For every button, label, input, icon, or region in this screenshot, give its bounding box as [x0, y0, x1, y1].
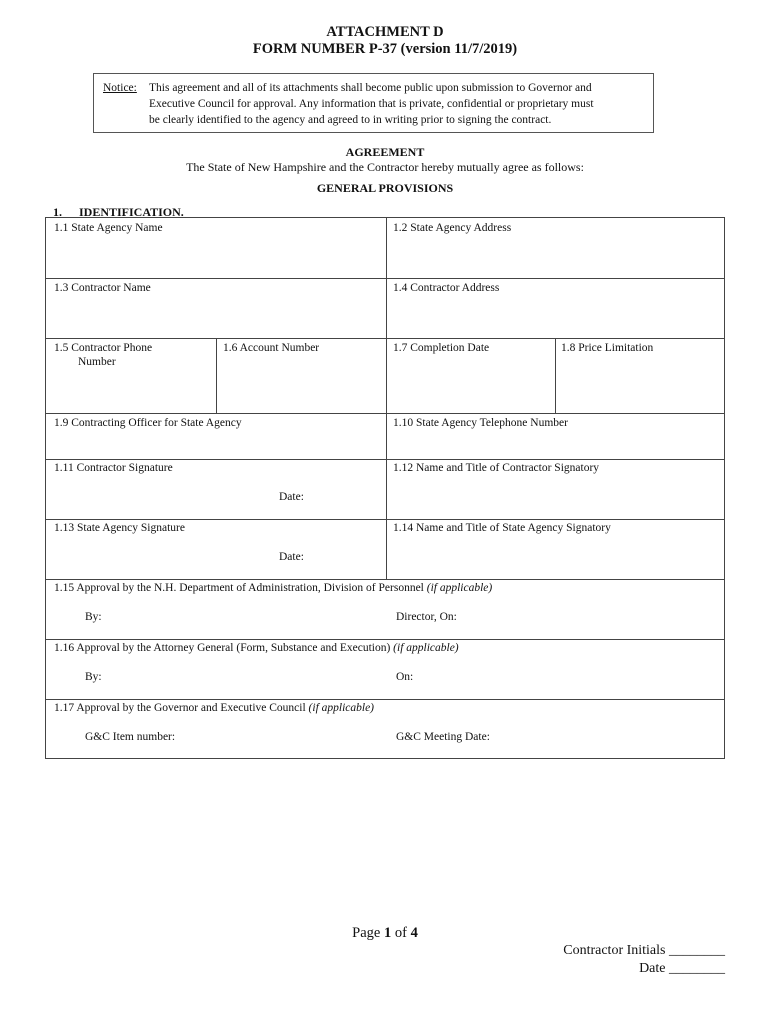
- personnel-by-field[interactable]: By:: [85, 611, 102, 623]
- notice-line: be clearly identified to the agency and agreed to in writing prior to signing the contract.: [149, 114, 552, 126]
- agreement-heading: AGREEMENT: [345, 145, 425, 159]
- contractor-phone-label: 1.5 Contractor Phone: [54, 342, 153, 354]
- state-agency-name-field[interactable]: 1.1 State Agency Name: [54, 222, 163, 234]
- column-divider: [386, 218, 387, 579]
- column-divider: [555, 338, 556, 413]
- contractor-name-field[interactable]: 1.3 Contractor Name: [54, 282, 151, 294]
- gc-meeting-date-field[interactable]: G&C Meeting Date:: [396, 731, 490, 743]
- general-provisions-heading: GENERAL PROVISIONS: [316, 181, 454, 195]
- agreement-text: The State of New Hampshire and the Contractor hereby mutually agree as follows:: [186, 160, 584, 174]
- attorney-general-by-field[interactable]: By:: [85, 671, 102, 683]
- row-divider: [46, 579, 724, 580]
- agency-signature-date[interactable]: Date:: [279, 551, 304, 563]
- row-divider: [46, 338, 724, 339]
- page-total: 4: [410, 925, 418, 941]
- gc-approval-field: [54, 701, 374, 715]
- row-divider: [46, 278, 724, 279]
- contractor-signature-field[interactable]: 1.11 Contractor Signature: [54, 462, 173, 474]
- price-limitation-field[interactable]: 1.8 Price Limitation: [561, 342, 654, 354]
- personnel-approval-field: [54, 581, 492, 595]
- state-agency-address-field[interactable]: 1.2 State Agency Address: [393, 222, 512, 234]
- row-divider: [46, 459, 724, 460]
- attachment-title: ATTACHMENT D: [326, 24, 444, 40]
- agency-telephone-field[interactable]: 1.10 State Agency Telephone Number: [393, 417, 568, 429]
- section-number: 1.: [53, 205, 62, 219]
- of-word: of: [394, 925, 407, 941]
- page-word: Page: [352, 925, 381, 941]
- notice-line: Executive Council for approval. Any information that is private, confidential or proprietary must: [149, 98, 594, 110]
- page-number: 1: [383, 925, 392, 941]
- gc-item-number-field[interactable]: G&C Item number:: [85, 731, 176, 743]
- identification-table: [45, 217, 725, 759]
- attorney-general-approval-note: (if applicable): [393, 642, 459, 654]
- notice-line: This agreement and all of its attachments shall become public upon submission to Governor and: [149, 82, 592, 94]
- attorney-general-approval-label: 1.16 Approval by the Attorney General (Form, Substance and Execution): [54, 642, 391, 654]
- agency-signature-field[interactable]: 1.13 State Agency Signature: [54, 522, 185, 534]
- contractor-signatory-field[interactable]: 1.12 Name and Title of Contractor Signatory: [393, 462, 600, 474]
- contractor-address-field[interactable]: 1.4 Contractor Address: [393, 282, 500, 294]
- completion-date-field[interactable]: 1.7 Completion Date: [393, 342, 490, 354]
- contracting-officer-field[interactable]: 1.9 Contracting Officer for State Agency: [54, 417, 242, 429]
- initials-date-field[interactable]: Date ________: [639, 961, 725, 976]
- page-indicator: [0, 925, 770, 942]
- agency-signatory-field[interactable]: 1.14 Name and Title of State Agency Signatory: [393, 522, 611, 534]
- row-divider: [46, 413, 724, 414]
- gc-approval-label: 1.17 Approval by the Governor and Executive Council: [54, 702, 306, 714]
- notice-label: Notice:: [103, 82, 137, 94]
- row-divider: [46, 639, 724, 640]
- gc-approval-note: (if applicable): [308, 702, 375, 714]
- contractor-phone-label-cont: Number: [78, 356, 116, 368]
- section-title: IDENTIFICATION.: [79, 205, 184, 219]
- form-number-title: FORM NUMBER P-37 (version 11/7/2019): [252, 41, 518, 57]
- contractor-initials-field[interactable]: Contractor Initials ________: [563, 943, 725, 958]
- attorney-general-on-field[interactable]: On:: [396, 671, 414, 683]
- personnel-approval-note: (if applicable): [426, 582, 493, 594]
- account-number-field[interactable]: 1.6 Account Number: [223, 342, 320, 354]
- row-divider: [46, 519, 724, 520]
- personnel-approval-label: 1.15 Approval by the N.H. Department of Administration, Division of Personnel: [54, 582, 424, 594]
- contractor-phone-field[interactable]: [54, 341, 152, 369]
- attorney-general-approval-field: [54, 641, 459, 655]
- personnel-director-on-field[interactable]: Director, On:: [396, 611, 457, 623]
- notice-box: [93, 73, 654, 133]
- row-divider: [46, 699, 724, 700]
- notice-text: [149, 80, 649, 128]
- contractor-signature-date[interactable]: Date:: [279, 491, 304, 503]
- column-divider: [216, 338, 217, 413]
